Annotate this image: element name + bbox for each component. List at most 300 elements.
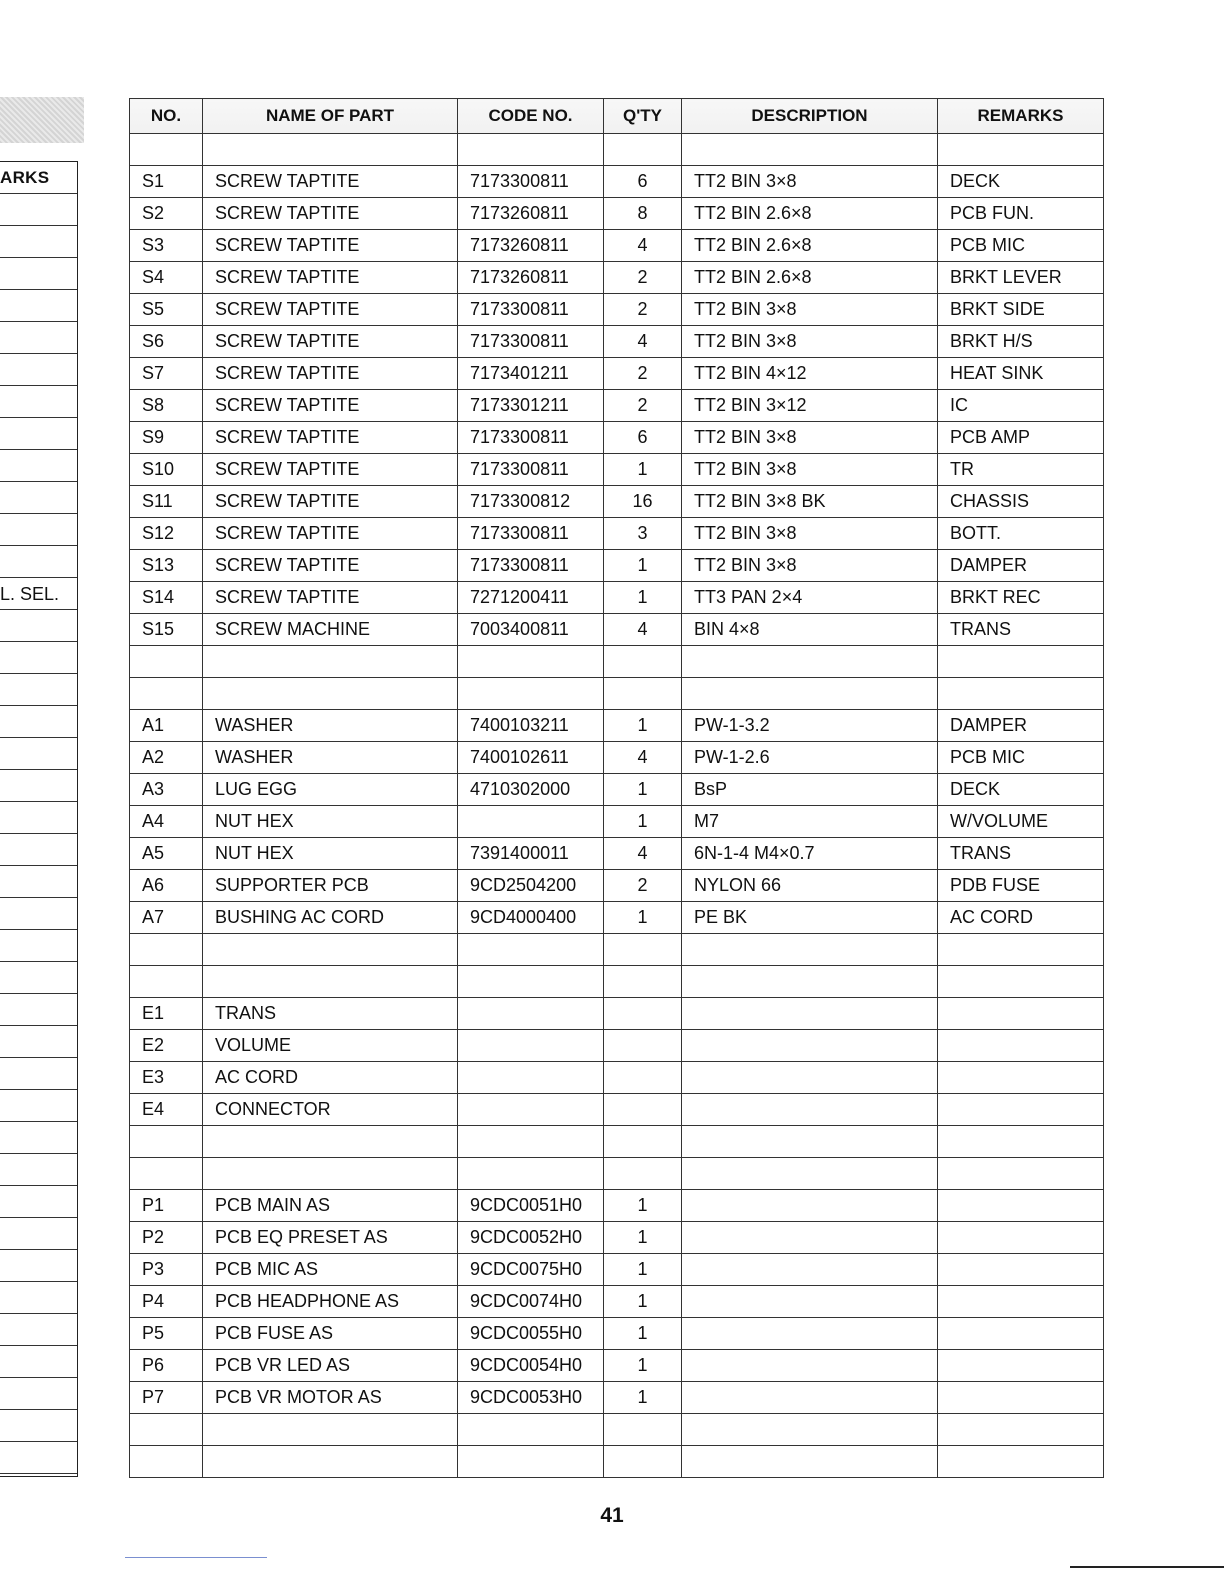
cell-code-no: 9CDC0054H0 — [458, 1350, 604, 1382]
header-code-no: CODE NO. — [458, 99, 604, 134]
left-fragment-row — [0, 1442, 77, 1474]
cell-qty: 1 — [604, 1350, 682, 1382]
cell-description: TT2 BIN 3×8 — [682, 422, 938, 454]
left-fragment-row — [0, 194, 77, 226]
cell-qty — [604, 1030, 682, 1062]
cell-code-no: 9CD4000400 — [458, 902, 604, 934]
cell-no: E2 — [130, 1030, 203, 1062]
cell-code-no: 7173300811 — [458, 294, 604, 326]
cell-code-no: 9CDC0055H0 — [458, 1318, 604, 1350]
cell-name-of-part — [203, 966, 458, 998]
cell-qty — [604, 1062, 682, 1094]
cell-code-no: 7173260811 — [458, 230, 604, 262]
cell-qty: 1 — [604, 902, 682, 934]
table-row — [130, 646, 1104, 678]
cell-description: 6N-1-4 M4×0.7 — [682, 838, 938, 870]
table-row — [130, 518, 1104, 550]
cell-description — [682, 134, 938, 166]
cell-code-no: 9CDC0053H0 — [458, 1382, 604, 1414]
table-row — [130, 294, 1104, 326]
left-fragment-row — [0, 642, 77, 674]
cell-no: S10 — [130, 454, 203, 486]
cell-qty: 2 — [604, 262, 682, 294]
cell-code-no: 7173300811 — [458, 518, 604, 550]
cell-description — [682, 1446, 938, 1478]
cell-code-no: 7173300811 — [458, 326, 604, 358]
cell-code-no: 7173300812 — [458, 486, 604, 518]
cell-no: S11 — [130, 486, 203, 518]
table-row — [130, 1350, 1104, 1382]
cell-name-of-part: PCB HEADPHONE AS — [203, 1286, 458, 1318]
cell-qty: 4 — [604, 742, 682, 774]
table-row — [130, 838, 1104, 870]
cell-description — [682, 934, 938, 966]
cell-name-of-part: PCB MIC AS — [203, 1254, 458, 1286]
cell-no: A4 — [130, 806, 203, 838]
left-table-fragment — [0, 161, 78, 1477]
table-row — [130, 1286, 1104, 1318]
cell-no — [130, 1158, 203, 1190]
left-fragment-row — [0, 418, 77, 450]
cell-no: E1 — [130, 998, 203, 1030]
cell-qty: 1 — [604, 1382, 682, 1414]
header-no: NO. — [130, 99, 203, 134]
cell-name-of-part: SCREW TAPTITE — [203, 230, 458, 262]
cell-name-of-part: SCREW TAPTITE — [203, 486, 458, 518]
left-fragment-row — [0, 514, 77, 546]
cell-no: S15 — [130, 614, 203, 646]
cell-qty — [604, 1094, 682, 1126]
cell-qty — [604, 998, 682, 1030]
cell-qty: 8 — [604, 198, 682, 230]
table-row — [130, 1126, 1104, 1158]
cell-description: TT3 PAN 2×4 — [682, 582, 938, 614]
cell-no: A1 — [130, 710, 203, 742]
cell-name-of-part: SCREW TAPTITE — [203, 422, 458, 454]
table-row — [130, 326, 1104, 358]
cell-code-no — [458, 646, 604, 678]
table-row — [130, 1318, 1104, 1350]
cell-remarks: PCB MIC — [938, 742, 1104, 774]
cell-remarks: DECK — [938, 774, 1104, 806]
header-remarks: REMARKS — [938, 99, 1104, 134]
table-row — [130, 774, 1104, 806]
cell-description: TT2 BIN 3×8 — [682, 518, 938, 550]
cell-name-of-part: TRANS — [203, 998, 458, 1030]
table-row — [130, 934, 1104, 966]
cell-code-no — [458, 1126, 604, 1158]
cell-remarks — [938, 1446, 1104, 1478]
cell-remarks: TR — [938, 454, 1104, 486]
cell-description: TT2 BIN 3×8 — [682, 326, 938, 358]
cell-remarks — [938, 1190, 1104, 1222]
cell-code-no: 9CDC0074H0 — [458, 1286, 604, 1318]
table-row — [130, 998, 1104, 1030]
cell-qty: 6 — [604, 166, 682, 198]
cell-remarks — [938, 1318, 1104, 1350]
cell-code-no: 7173401211 — [458, 358, 604, 390]
cell-remarks: DAMPER — [938, 550, 1104, 582]
left-fragment-row — [0, 354, 77, 386]
left-fragment-row — [0, 1122, 77, 1154]
cell-qty: 2 — [604, 870, 682, 902]
cell-no: A3 — [130, 774, 203, 806]
cell-code-no: 7173300811 — [458, 550, 604, 582]
cell-remarks: HEAT SINK — [938, 358, 1104, 390]
cell-qty: 3 — [604, 518, 682, 550]
left-fragment-row — [0, 930, 77, 962]
cell-description: TT2 BIN 2.6×8 — [682, 262, 938, 294]
cell-name-of-part: PCB EQ PRESET AS — [203, 1222, 458, 1254]
table-row — [130, 198, 1104, 230]
cell-code-no: 4710302000 — [458, 774, 604, 806]
cell-remarks: BRKT LEVER — [938, 262, 1104, 294]
cell-name-of-part: SCREW TAPTITE — [203, 294, 458, 326]
parts-table-body — [130, 134, 1104, 1478]
cell-name-of-part — [203, 134, 458, 166]
cell-remarks: PCB AMP — [938, 422, 1104, 454]
cell-description: TT2 BIN 3×8 — [682, 166, 938, 198]
cell-qty: 1 — [604, 454, 682, 486]
table-row — [130, 710, 1104, 742]
cell-no: A5 — [130, 838, 203, 870]
cell-code-no: 9CDC0075H0 — [458, 1254, 604, 1286]
footer-rule-left — [125, 1557, 267, 1558]
cell-remarks — [938, 1414, 1104, 1446]
cell-name-of-part: SCREW TAPTITE — [203, 390, 458, 422]
cell-remarks: PCB MIC — [938, 230, 1104, 262]
cell-description — [682, 1254, 938, 1286]
cell-code-no: 9CDC0052H0 — [458, 1222, 604, 1254]
cell-name-of-part: PCB VR LED AS — [203, 1350, 458, 1382]
cell-description — [682, 1382, 938, 1414]
left-fragment-row — [0, 610, 77, 642]
table-row — [130, 678, 1104, 710]
cell-remarks: BRKT H/S — [938, 326, 1104, 358]
left-fragment-row — [0, 226, 77, 258]
cell-no — [130, 966, 203, 998]
cell-qty — [604, 1446, 682, 1478]
left-fragment-row — [0, 1378, 77, 1410]
cell-no: S12 — [130, 518, 203, 550]
cell-no: P4 — [130, 1286, 203, 1318]
left-fragment-row — [0, 1410, 77, 1442]
left-fragment-row — [0, 706, 77, 738]
cell-name-of-part: SCREW TAPTITE — [203, 454, 458, 486]
table-row — [130, 1414, 1104, 1446]
cell-name-of-part — [203, 934, 458, 966]
cell-no: S2 — [130, 198, 203, 230]
cell-remarks: AC CORD — [938, 902, 1104, 934]
cell-remarks — [938, 1382, 1104, 1414]
left-fragment-row: L. SEL. — [0, 578, 77, 610]
cell-remarks: BRKT REC — [938, 582, 1104, 614]
cell-no: S7 — [130, 358, 203, 390]
cell-remarks: DECK — [938, 166, 1104, 198]
cell-qty: 2 — [604, 294, 682, 326]
cell-code-no — [458, 1094, 604, 1126]
cell-no: A2 — [130, 742, 203, 774]
cell-name-of-part: SCREW MACHINE — [203, 614, 458, 646]
page-number: 41 — [600, 1504, 624, 1527]
cell-code-no — [458, 806, 604, 838]
cell-description: M7 — [682, 806, 938, 838]
left-fragment-row — [0, 674, 77, 706]
table-row — [130, 614, 1104, 646]
cell-no — [130, 678, 203, 710]
table-header-row — [130, 99, 1104, 134]
cell-no: P2 — [130, 1222, 203, 1254]
cell-remarks: BRKT SIDE — [938, 294, 1104, 326]
cell-code-no: 9CD2504200 — [458, 870, 604, 902]
cell-remarks: PCB FUN. — [938, 198, 1104, 230]
cell-qty: 1 — [604, 582, 682, 614]
table-row — [130, 166, 1104, 198]
cell-description — [682, 1190, 938, 1222]
table-row — [130, 1062, 1104, 1094]
cell-no: S5 — [130, 294, 203, 326]
cell-description — [682, 998, 938, 1030]
cell-name-of-part: NUT HEX — [203, 806, 458, 838]
left-fragment-row — [0, 1186, 77, 1218]
table-row — [130, 230, 1104, 262]
table-row — [130, 390, 1104, 422]
left-fragment-row — [0, 258, 77, 290]
cell-remarks: DAMPER — [938, 710, 1104, 742]
cell-description: BIN 4×8 — [682, 614, 938, 646]
cell-name-of-part: CONNECTOR — [203, 1094, 458, 1126]
left-fragment-row — [0, 1218, 77, 1250]
cell-name-of-part: PCB MAIN AS — [203, 1190, 458, 1222]
cell-name-of-part: SCREW TAPTITE — [203, 166, 458, 198]
left-fragment-row — [0, 1090, 77, 1122]
cell-no: S8 — [130, 390, 203, 422]
table-row — [130, 262, 1104, 294]
cell-description: TT2 BIN 2.6×8 — [682, 230, 938, 262]
left-fragment-row — [0, 770, 77, 802]
cell-remarks — [938, 1222, 1104, 1254]
cell-no: A7 — [130, 902, 203, 934]
left-fragment-row — [0, 834, 77, 866]
cell-code-no: 7271200411 — [458, 582, 604, 614]
cell-code-no — [458, 998, 604, 1030]
cell-remarks — [938, 1286, 1104, 1318]
table-row — [130, 582, 1104, 614]
cell-no: S3 — [130, 230, 203, 262]
left-fragment-row — [0, 482, 77, 514]
table-row — [130, 806, 1104, 838]
cell-no — [130, 1446, 203, 1478]
cell-qty — [604, 134, 682, 166]
left-fragment-row — [0, 1250, 77, 1282]
cell-name-of-part: PCB FUSE AS — [203, 1318, 458, 1350]
cell-description — [682, 1094, 938, 1126]
cell-no — [130, 1126, 203, 1158]
cell-name-of-part: NUT HEX — [203, 838, 458, 870]
cell-name-of-part — [203, 678, 458, 710]
table-row — [130, 1382, 1104, 1414]
cell-code-no — [458, 934, 604, 966]
cell-code-no: 7173260811 — [458, 198, 604, 230]
cell-description: TT2 BIN 2.6×8 — [682, 198, 938, 230]
left-fragment-row — [0, 1474, 77, 1506]
cell-qty: 1 — [604, 1286, 682, 1318]
table-row — [130, 966, 1104, 998]
cell-remarks — [938, 1126, 1104, 1158]
cell-qty — [604, 934, 682, 966]
cell-name-of-part: SCREW TAPTITE — [203, 358, 458, 390]
cell-qty: 6 — [604, 422, 682, 454]
cell-no: S13 — [130, 550, 203, 582]
cell-qty: 1 — [604, 550, 682, 582]
cell-qty: 1 — [604, 774, 682, 806]
cell-no: S9 — [130, 422, 203, 454]
cell-remarks — [938, 1030, 1104, 1062]
footer-rule-right — [1070, 1566, 1224, 1568]
cell-code-no: 7003400811 — [458, 614, 604, 646]
table-row — [130, 1158, 1104, 1190]
table-row — [130, 134, 1104, 166]
cell-code-no: 7400103211 — [458, 710, 604, 742]
cell-code-no — [458, 1414, 604, 1446]
cell-code-no — [458, 966, 604, 998]
cell-no: S6 — [130, 326, 203, 358]
cell-code-no: 7391400011 — [458, 838, 604, 870]
cell-description: NYLON 66 — [682, 870, 938, 902]
cell-qty: 1 — [604, 710, 682, 742]
cell-name-of-part — [203, 646, 458, 678]
table-row — [130, 486, 1104, 518]
cell-no: P7 — [130, 1382, 203, 1414]
table-row — [130, 870, 1104, 902]
cell-description — [682, 1318, 938, 1350]
cell-remarks: IC — [938, 390, 1104, 422]
cell-description — [682, 966, 938, 998]
cell-description: PW-1-3.2 — [682, 710, 938, 742]
left-fragment-row — [0, 898, 77, 930]
cell-no: S14 — [130, 582, 203, 614]
cell-code-no: 7173300811 — [458, 166, 604, 198]
table-row — [130, 1030, 1104, 1062]
cell-remarks — [938, 646, 1104, 678]
table-row — [130, 358, 1104, 390]
cell-name-of-part: SCREW TAPTITE — [203, 262, 458, 294]
table-row — [130, 902, 1104, 934]
cell-name-of-part — [203, 1126, 458, 1158]
cell-code-no — [458, 134, 604, 166]
left-fragment-row — [0, 866, 77, 898]
cell-remarks: TRANS — [938, 838, 1104, 870]
cell-name-of-part — [203, 1446, 458, 1478]
cell-code-no — [458, 678, 604, 710]
cell-remarks — [938, 1094, 1104, 1126]
table-row — [130, 1254, 1104, 1286]
cell-description — [682, 1350, 938, 1382]
cell-remarks: CHASSIS — [938, 486, 1104, 518]
cell-description: PW-1-2.6 — [682, 742, 938, 774]
cell-code-no: 7173300811 — [458, 454, 604, 486]
table-row — [130, 1190, 1104, 1222]
cell-name-of-part: AC CORD — [203, 1062, 458, 1094]
cell-code-no — [458, 1158, 604, 1190]
cell-description — [682, 1158, 938, 1190]
cell-remarks — [938, 678, 1104, 710]
cell-name-of-part: SCREW TAPTITE — [203, 198, 458, 230]
cell-code-no: 9CDC0051H0 — [458, 1190, 604, 1222]
left-fragment-row — [0, 1314, 77, 1346]
cell-description — [682, 646, 938, 678]
cell-no — [130, 1414, 203, 1446]
cell-remarks — [938, 998, 1104, 1030]
cell-qty: 4 — [604, 326, 682, 358]
cell-qty: 1 — [604, 1254, 682, 1286]
cell-description: TT2 BIN 3×8 — [682, 294, 938, 326]
cell-qty: 1 — [604, 1318, 682, 1350]
left-fragment-row — [0, 322, 77, 354]
cell-qty: 2 — [604, 358, 682, 390]
cell-code-no — [458, 1062, 604, 1094]
cell-name-of-part: VOLUME — [203, 1030, 458, 1062]
cell-name-of-part: SCREW TAPTITE — [203, 518, 458, 550]
cell-remarks — [938, 934, 1104, 966]
left-fragment-row — [0, 1026, 77, 1058]
cell-qty: 4 — [604, 838, 682, 870]
cell-code-no — [458, 1030, 604, 1062]
scan-shading — [0, 97, 84, 143]
cell-qty — [604, 966, 682, 998]
cell-no: P3 — [130, 1254, 203, 1286]
cell-qty: 4 — [604, 614, 682, 646]
cell-remarks — [938, 1158, 1104, 1190]
cell-qty: 2 — [604, 390, 682, 422]
table-row — [130, 1446, 1104, 1478]
parts-table — [129, 98, 1104, 1478]
cell-remarks: BOTT. — [938, 518, 1104, 550]
cell-description: TT2 BIN 3×8 — [682, 550, 938, 582]
cell-description: TT2 BIN 3×8 — [682, 454, 938, 486]
cell-remarks — [938, 1254, 1104, 1286]
cell-no: E4 — [130, 1094, 203, 1126]
left-fragment-row — [0, 994, 77, 1026]
cell-remarks: PDB FUSE — [938, 870, 1104, 902]
cell-name-of-part: LUG EGG — [203, 774, 458, 806]
cell-description — [682, 1030, 938, 1062]
header-description: DESCRIPTION — [682, 99, 938, 134]
cell-name-of-part — [203, 1414, 458, 1446]
cell-no — [130, 934, 203, 966]
cell-qty — [604, 1126, 682, 1158]
cell-name-of-part: BUSHING AC CORD — [203, 902, 458, 934]
table-row — [130, 422, 1104, 454]
cell-no: P1 — [130, 1190, 203, 1222]
cell-no — [130, 646, 203, 678]
cell-remarks: TRANS — [938, 614, 1104, 646]
cell-qty — [604, 646, 682, 678]
table-row — [130, 550, 1104, 582]
table-row — [130, 454, 1104, 486]
cell-qty: 16 — [604, 486, 682, 518]
cell-description — [682, 1126, 938, 1158]
table-row — [130, 1222, 1104, 1254]
left-fragment-row — [0, 1058, 77, 1090]
cell-description: TT2 BIN 4×12 — [682, 358, 938, 390]
left-fragment-row — [0, 802, 77, 834]
cell-no: E3 — [130, 1062, 203, 1094]
cell-qty: 1 — [604, 806, 682, 838]
cell-code-no: 7173300811 — [458, 422, 604, 454]
cell-code-no — [458, 1446, 604, 1478]
cell-remarks — [938, 134, 1104, 166]
